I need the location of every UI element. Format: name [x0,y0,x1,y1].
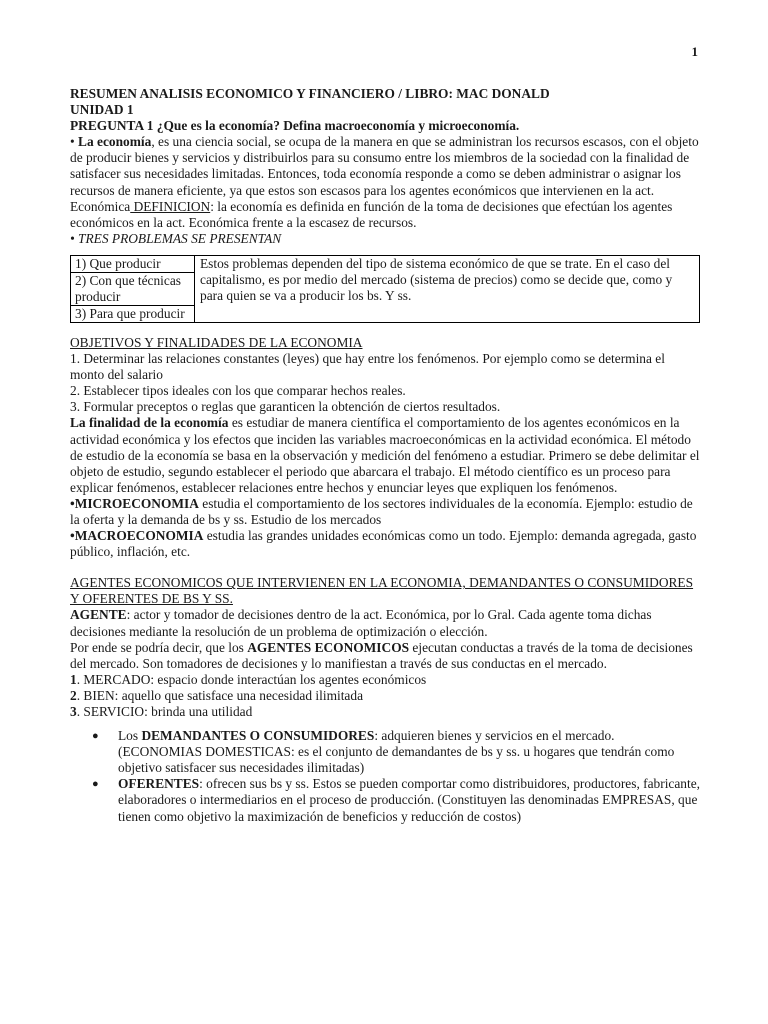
objetivo-item: 2. Establecer tipos ideales con los que comparar hechos reales. [70,383,406,399]
page-number: 1 [691,44,698,59]
definition-text: . MERCADO: espacio donde interactúan los agentes económicos [76,671,427,687]
problem-cell: 3) Para que producir [71,305,195,322]
intro-text: , es una ciencia social, se ocupa de la manera en que se administran los recursos escasos, con el objeto de producir bienes y servicios y distribuirlos para su consumo entre los miembros de la sociedad con la finalidad de satisfacer sus necesidades limitadas. Entonces, toda economía responde a como se deben administrar o asignar los recursos de manera eficiente, ya que estos son escasos para los agentes económicos que intervienen en la act. Económica [70,134,699,214]
demandantes-term: DEMANDANTES O CONSUMIDORES [141,728,375,744]
problem-cell: 2) Con que técnicas producir [71,272,195,305]
table-row [71,255,700,272]
agente-term: AGENTE [70,607,127,623]
agente-text: : actor y tomador de decisiones dentro de la act. Económica, por lo Gral. Cada agente toma dichas decisiones mediante la resolución de un problema de optimización o elección. [70,607,652,639]
macro-text: estudia las grandes unidades económicas como un todo. Ejemplo: demanda agregada, gasto público, inflación, etc. [70,528,697,560]
micro-paragraph [70,496,701,528]
definition-item [70,688,701,704]
finalidad-text: es estudiar de manera científica el comportamiento de los agentes económicos en la actividad económica y los efectos que inciden las variables macroeconómicas en la actividad económica. El método de estudio de la economía se basa en la observación y medición del fenómeno a estudiar. Primero se debe delimitar el objeto de estudio, segundo establecer el periodo que abarcara el trabajo. El método científico es un proceso para explicar fenómenos, establecer relaciones entre hechos y enunciar leyes que expliquen los fenómenos. [70,415,700,495]
agentes-heading: AGENTES ECONOMICOS QUE INTERVIENEN EN LA ECONOMIA, DEMANDANTES O CONSUMIDORES Y OFERENTES DE BS Y SS. [70,575,694,607]
macro-paragraph [70,528,701,560]
objetivo-item: 1. Determinar las relaciones constantes (leyes) que hay entre los fenómenos. Por ejemplo como se determina el monto del salario [70,351,665,383]
micro-text: estudia el comportamiento de los sectores individuales de la economía. Ejemplo: estudio de la oferta y la demanda de bs y ss. Estudio de los mercados [70,495,693,527]
por-ende-text: ejecutan conductas a través de la toma de decisiones del mercado. Son tomadores de decisiones y lo manifiestan a través de sus conductas en el mercado. [70,639,693,671]
unit-heading: UNIDAD 1 [70,102,134,118]
list-item [70,728,701,776]
problem-cell: 1) Que producir [71,255,195,272]
question-heading: PREGUNTA 1 ¿Que es la economía? Defina macroeconomía y microeconomía. [70,118,520,134]
definition-number: 1 [70,671,77,687]
oferentes-text: : ofrecen sus bs y ss. Estos se pueden comportar como distribuidores, productores, fabricante, elaboradores o intermediarios en el proceso de producción. (Constituyen las denominadas EMPRESAS, que tienen como objetivo la maximización de beneficios y reducción de costos) [118,776,701,824]
definition-text: . SERVICIO: brinda una utilidad [76,704,253,719]
oferentes-term: OFERENTES [118,776,200,792]
agentes-economicos-term: AGENTES ECONOMICOS [247,639,410,655]
document-title: RESUMEN ANALISIS ECONOMICO Y FINANCIERO / LIBRO: MAC DONALD [70,86,550,101]
bullet-icon: ● [92,730,99,743]
document-body [70,86,701,825]
three-problems-heading: • TRES PROBLEMAS SE PRESENTAN [70,230,282,246]
list-item [70,776,701,824]
demandantes-text: : adquieren bienes y servicios en el mercado. (ECONOMIAS DOMESTICAS: es el conjunto de demandantes de bs y ss. u hogares que tendrán como objetivo satisfacer sus necesidades ilimitadas) [118,728,675,776]
por-ende-paragraph [70,640,701,672]
bullet-prefix: Los [118,728,142,744]
bullet-char: • [70,134,79,150]
por-ende-text: Por ende se podría decir, que los [70,639,248,655]
definicion-text: : la economía es definida en función de la toma de decisiones que efectúan los agentes económicos en la act. Económica frente a la escasez de recursos. [70,198,673,230]
objetivo-item: 3. Formular preceptos o reglas que garanticen la obtención de ciertos resultados. [70,399,501,415]
economia-term: La economía [78,134,152,150]
definition-number: 2 [70,687,77,703]
finalidad-paragraph [70,415,701,495]
definition-item [70,672,701,688]
agente-paragraph [70,607,701,639]
agent-types-list [70,728,701,825]
problems-description: Estos problemas dependen del tipo de sistema económico de que se trate. En el caso del capitalismo, es por medio del mercado (sistema de precios) como se decide que, como y para quien se va a producir los bs. Y ss. [195,255,700,322]
intro-paragraph [70,134,701,231]
problems-table [70,255,700,323]
definition-item [70,704,701,720]
macro-term: •MACROECONOMIA [70,528,204,544]
definicion-label: DEFINICION [130,198,211,214]
bullet-icon: ● [92,778,99,791]
definition-number: 3 [70,704,77,719]
micro-term: •MICROECONOMIA [70,495,199,511]
finalidad-term: La finalidad de la economía [70,415,229,431]
objetivos-heading: OBJETIVOS Y FINALIDADES DE LA ECONOMIA [70,334,363,350]
definition-text: . BIEN: aquello que satisface una necesidad ilimitada [76,687,364,703]
